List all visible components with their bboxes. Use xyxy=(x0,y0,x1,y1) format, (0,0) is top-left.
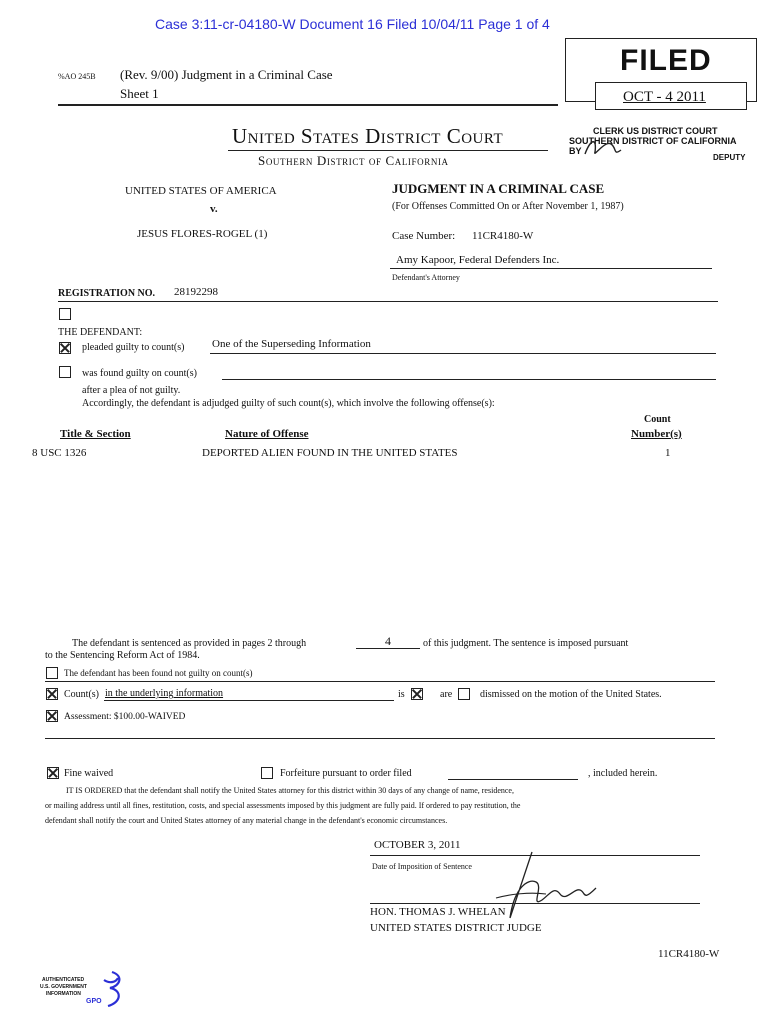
not-guilty-checkbox[interactable] xyxy=(46,667,58,679)
fine-waived-label: Fine waived xyxy=(64,768,114,779)
registration-rule xyxy=(58,301,718,302)
fine-waived-checkbox[interactable] xyxy=(47,767,59,779)
counts-dismissed-checkbox[interactable] xyxy=(46,688,58,700)
found-guilty-label: was found guilty on count(s) xyxy=(82,368,197,379)
pleaded-guilty-label: pleaded guilty to count(s) xyxy=(82,342,185,353)
assessment-rule xyxy=(45,738,715,739)
offense-row-title: 8 USC 1326 xyxy=(32,447,87,459)
filed-stamp xyxy=(565,38,757,166)
count-column-top: Count xyxy=(644,414,671,425)
is-checkbox[interactable] xyxy=(411,688,423,700)
after-plea-text: after a plea of not guilty. xyxy=(82,385,181,396)
counts-rule xyxy=(104,700,394,701)
gpo-line-3: INFORMATION xyxy=(46,991,81,997)
versus-label: v. xyxy=(210,203,218,215)
form-code: %AO 245B xyxy=(58,72,96,81)
offense-row-nature: DEPORTED ALIEN FOUND IN THE UNITED STATES xyxy=(202,447,458,459)
form-title: (Rev. 9/00) Judgment in a Criminal Case xyxy=(120,67,333,82)
court-name: United States District Court xyxy=(232,124,504,148)
are-checkbox[interactable] xyxy=(458,688,470,700)
sheet-label: Sheet 1 xyxy=(120,86,159,101)
defendant-heading: THE DEFENDANT: xyxy=(58,327,143,338)
defense-attorney: Amy Kapoor, Federal Defenders Inc. xyxy=(396,254,560,266)
forfeiture-checkbox[interactable] xyxy=(261,767,273,779)
dismissed-text: dismissed on the motion of the United States. xyxy=(480,689,662,700)
judge-title: UNITED STATES DISTRICT JUDGE xyxy=(370,922,542,934)
counts-label: Count(s) xyxy=(64,689,99,700)
filed-text: FILED xyxy=(620,44,712,77)
stamp-deputy: DEPUTY xyxy=(713,153,746,162)
counts-value: in the underlying information xyxy=(105,688,224,699)
signature-rule xyxy=(370,903,700,904)
forfeiture-rule xyxy=(448,779,578,780)
ordered-paragraph-1: IT IS ORDERED that the defendant shall notify the United States attorney for this district within 30 days of any change of name, residence, xyxy=(66,786,514,795)
accordingly-text: Accordingly, the defendant is adjudged guilty of such count(s), which involve the following offense(s): xyxy=(82,398,495,409)
case-number-label: Case Number: xyxy=(392,230,456,242)
not-guilty-label: The defendant has been found not guilty on count(s) xyxy=(64,668,253,678)
gpo-eagle-icon xyxy=(96,970,128,1010)
pleaded-guilty-rule xyxy=(210,353,716,354)
imposition-date: OCTOBER 3, 2011 xyxy=(374,839,461,851)
judge-name: HON. THOMAS J. WHELAN xyxy=(370,906,506,918)
judgment-subtitle: (For Offenses Committed On or After November 1, 1987) xyxy=(392,201,624,212)
sentence-line1-b: of this judgment. The sentence is imposed pursuant xyxy=(423,638,629,649)
are-label: are xyxy=(440,689,453,700)
attorney-label: Defendant's Attorney xyxy=(392,273,460,282)
case-number: 11CR4180-W xyxy=(472,230,534,242)
found-guilty-checkbox[interactable] xyxy=(59,366,71,378)
ordered-paragraph-3: defendant shall notify the court and United States attorney of any material change in the defendant's economic circumstances. xyxy=(45,816,448,825)
gpo-line-2: U.S. GOVERNMENT xyxy=(40,984,87,990)
sentence-pages-rule xyxy=(356,648,420,649)
gpo-mark: GPO xyxy=(86,998,102,1005)
stamp-by: BY xyxy=(569,146,582,156)
case-header-line: Case 3:11-cr-04180-W Document 16 Filed 10/04/11 Page 1 of 4 xyxy=(155,16,550,32)
gpo-authentication-seal xyxy=(38,970,133,1015)
footer-case-ref: 11CR4180-W xyxy=(658,948,720,960)
sentence-line1-a: The defendant is sentenced as provided in pages 2 through xyxy=(72,638,307,649)
pleaded-guilty-value: One of the Superseding Information xyxy=(212,338,371,350)
assessment-text: Assessment: $100.00-WAIVED xyxy=(64,712,186,722)
defendant-name: JESUS FLORES-ROGEL (1) xyxy=(137,228,268,240)
clerk-line-2: SOUTHERN DISTRICT OF CALIFORNIA xyxy=(569,136,737,146)
sentence-line2: to the Sentencing Reform Act of 1984. xyxy=(45,650,200,661)
gpo-line-1: AUTHENTICATED xyxy=(42,977,85,983)
court-district: Southern District of California xyxy=(258,153,449,168)
title-section-header: Title & Section xyxy=(60,428,131,440)
registration-label: REGISTRATION NO. xyxy=(58,288,156,299)
unlabeled-checkbox[interactable] xyxy=(59,308,71,320)
not-guilty-rule xyxy=(45,681,715,682)
registration-number: 28192298 xyxy=(174,286,218,298)
pleaded-guilty-checkbox[interactable] xyxy=(59,342,71,354)
judgment-title: JUDGMENT IN A CRIMINAL CASE xyxy=(392,181,605,196)
offense-row-count: 1 xyxy=(665,447,671,459)
assessment-checkbox[interactable] xyxy=(46,710,58,722)
court-rule xyxy=(228,150,548,151)
ordered-paragraph-2: or mailing address until all fines, restitution, costs, and special assessments imposed by this judgment are fully paid. If ordered to pay restitution, the xyxy=(45,801,521,810)
found-guilty-rule xyxy=(222,379,716,380)
clerk-line-1: CLERK US DISTRICT COURT xyxy=(593,126,718,136)
stamp-date: OCT - 4 2011 xyxy=(623,89,706,105)
header-rule xyxy=(58,104,558,106)
forfeiture-label: Forfeiture pursuant to order filed xyxy=(280,768,412,779)
count-number-header: Number(s) xyxy=(631,428,682,440)
stamp-initials-scribble xyxy=(583,134,623,160)
sentence-pages: 4 xyxy=(385,634,391,648)
plaintiff-name: UNITED STATES OF AMERICA xyxy=(125,185,277,197)
nature-offense-header: Nature of Offense xyxy=(225,428,309,440)
is-label: is xyxy=(398,689,405,700)
included-text: , included herein. xyxy=(588,768,658,779)
imposition-date-label: Date of Imposition of Sentence xyxy=(372,862,472,871)
attorney-rule xyxy=(390,268,712,269)
